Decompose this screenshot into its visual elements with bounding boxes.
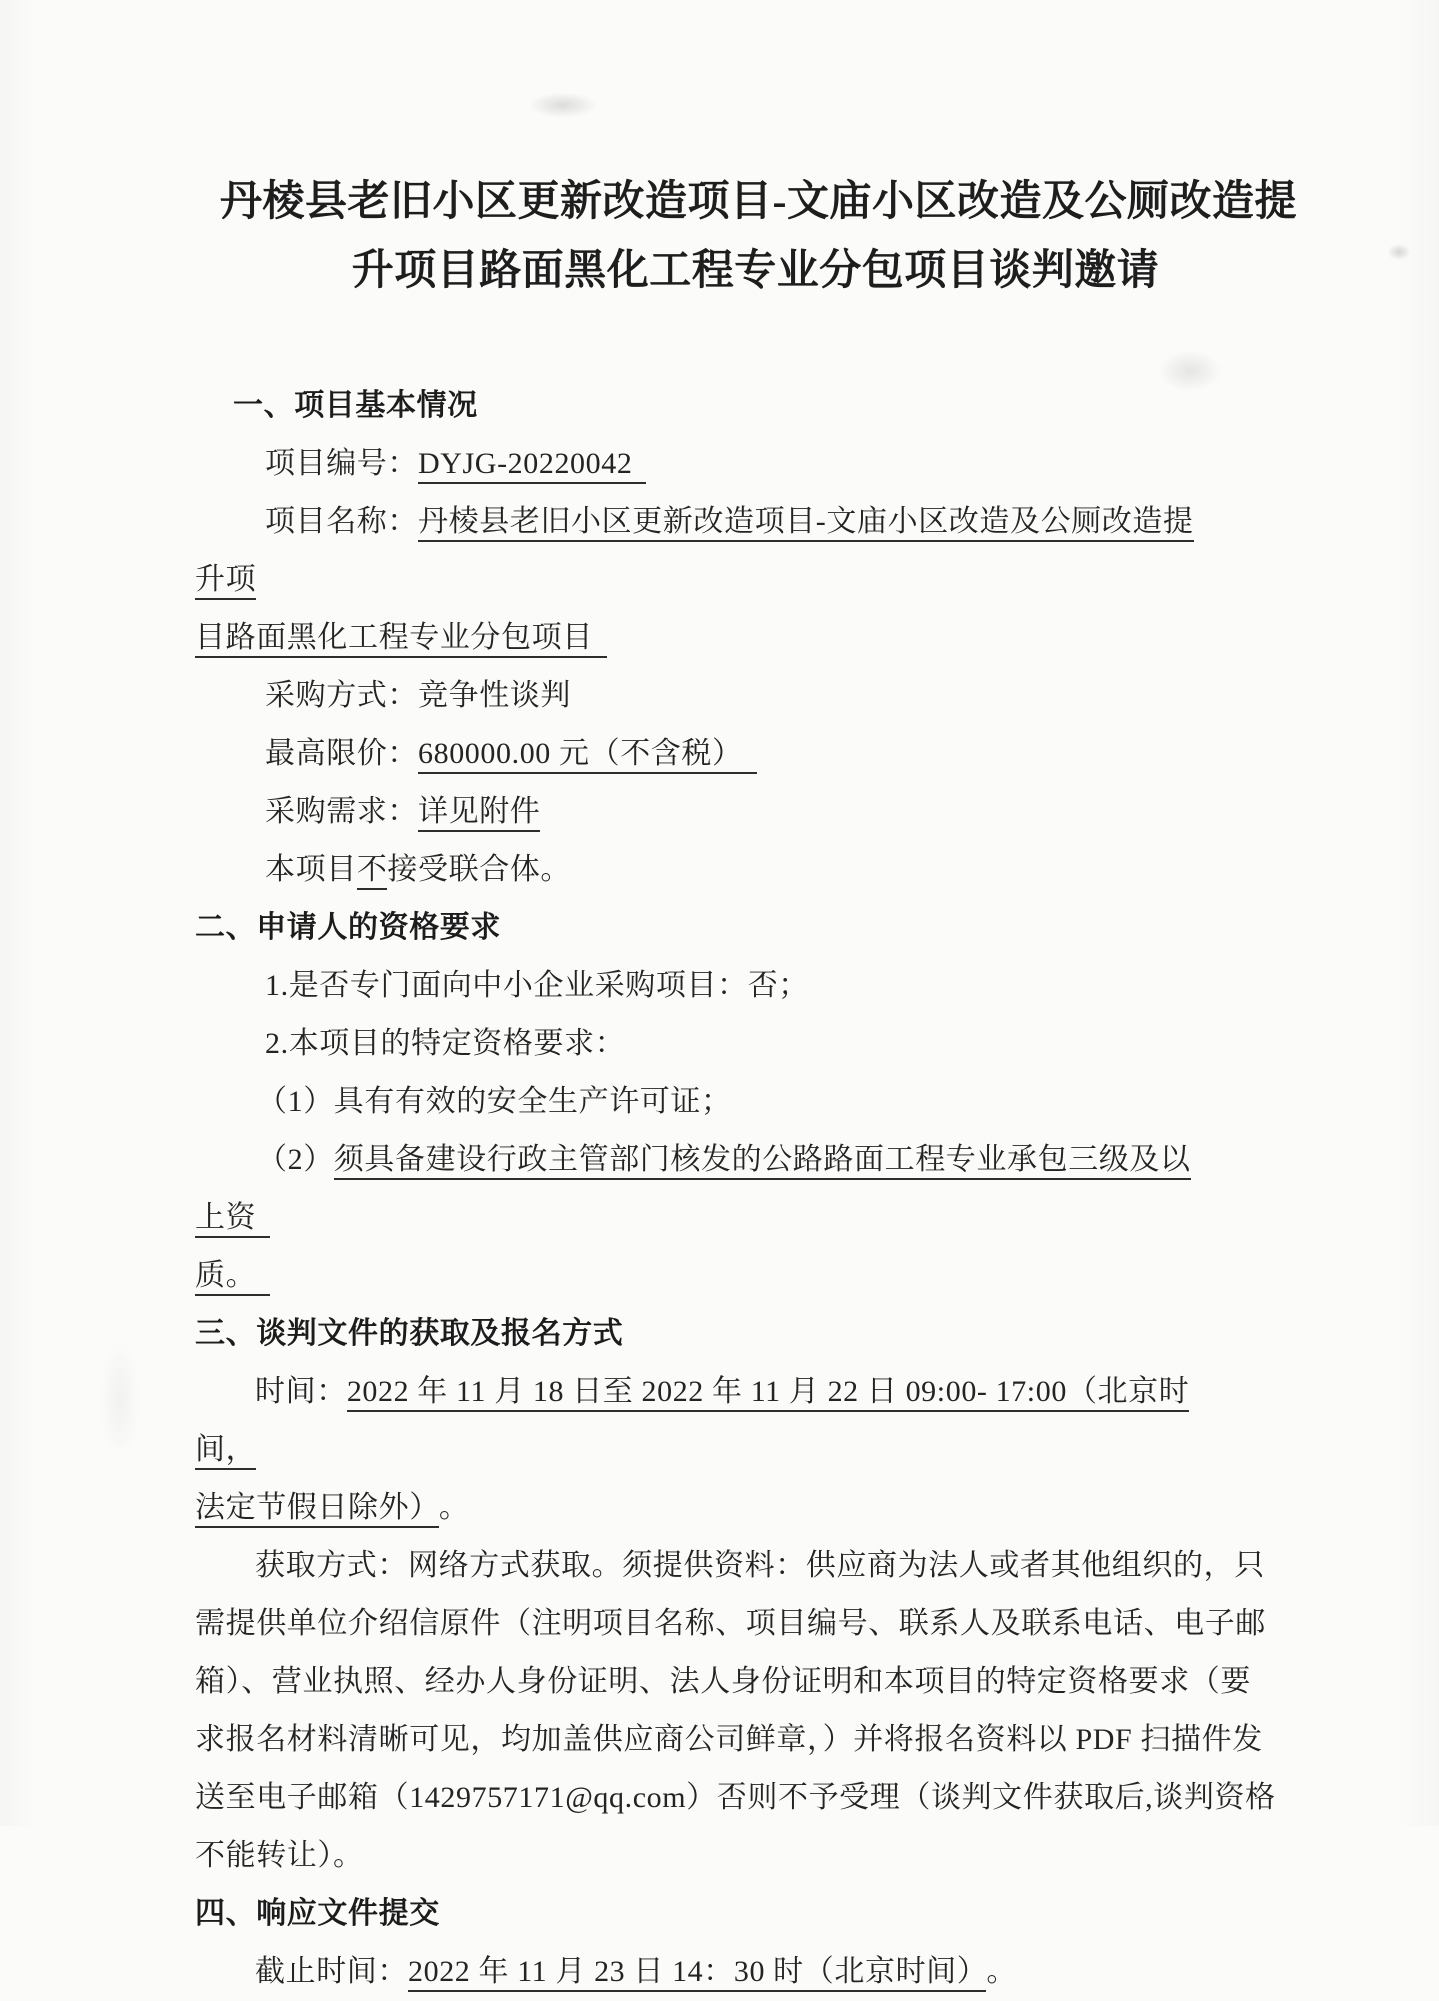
procurement-method-row bbox=[195, 667, 1213, 725]
procurement-method-label: 采购方式： bbox=[265, 679, 418, 712]
section1-heading: 一、项目基本情况 bbox=[233, 389, 478, 422]
acquire-time-suffix: 。 bbox=[438, 1491, 470, 1524]
section3-heading: 三、谈判文件的获取及报名方式 bbox=[195, 1317, 624, 1350]
price-limit-row bbox=[195, 725, 1213, 783]
price-limit-value: 680000.00 元（不含税） bbox=[418, 737, 757, 774]
project-number-label: 项目编号： bbox=[265, 447, 418, 480]
acquire-method-line5: 送至电子邮箱（1429757171@qq.com）否则不予受理（谈判文件获取后,谈判资格 bbox=[195, 1781, 1276, 1814]
qualification-item2-sub2-line2: 质。 bbox=[195, 1259, 270, 1296]
scan-smudge bbox=[1388, 244, 1410, 260]
document-title-line1: 丹棱县老旧小区更新改造项目-文庙小区改造及公厕改造提 bbox=[220, 179, 1297, 225]
deadline-value: 2022 年 11 月 23 日 14：30 时（北京时间） bbox=[408, 1955, 986, 1992]
document-title bbox=[220, 168, 1297, 306]
consortium-text-pre: 本项目 bbox=[265, 853, 357, 886]
acquire-method-line6: 不能转让）。 bbox=[195, 1839, 364, 1872]
procurement-method-value: 竞争性谈判 bbox=[418, 679, 571, 712]
project-name-value-line2: 目路面黑化工程专业分包项目 bbox=[195, 621, 607, 658]
qualification-item2-sub2-line1: 须具备建设行政主管部门核发的公路路面工程专业承包三级及以上资 bbox=[195, 1143, 1191, 1238]
acquire-time-value-line1: 2022 年 11 月 18 日至 2022 年 11 月 22 日 09:00- 17:00（北京时间， bbox=[195, 1375, 1189, 1470]
acquire-time-value-line2: 法定节假日除外） bbox=[195, 1491, 439, 1528]
deadline-label: 截止时间： bbox=[255, 1955, 408, 1988]
deadline-suffix: 。 bbox=[986, 1955, 1017, 1988]
consortium-text-post: 接受联合体。 bbox=[387, 853, 572, 886]
qualification-item2-sub1: （1）具有有效的安全生产许可证； bbox=[257, 1085, 732, 1118]
procurement-demand-row bbox=[195, 783, 1213, 841]
procurement-demand-label: 采购需求： bbox=[265, 795, 418, 828]
section2-heading: 二、申请人的资格要求 bbox=[195, 911, 501, 944]
section4-heading: 四、响应文件提交 bbox=[195, 1897, 440, 1930]
qualification-item1: 1.是否专门面向中小企业采购项目：否； bbox=[265, 969, 809, 1002]
acquire-method-line4: 求报名材料清晰可见，均加盖供应商公司鲜章，）并将报名资料以 PDF 扫描件发 bbox=[195, 1723, 1263, 1756]
procurement-demand-value: 详见附件 bbox=[418, 795, 540, 832]
scan-smudge bbox=[100, 1340, 140, 1460]
acquire-method-line1: 获取方式：网络方式获取。须提供资料：供应商为法人或者其他组织的，只 bbox=[255, 1549, 1265, 1582]
scan-smudge bbox=[528, 92, 598, 118]
consortium-text-underlined: 不 bbox=[357, 853, 388, 890]
qualification-item2: 2.本项目的特定资格要求： bbox=[265, 1027, 626, 1060]
qualification-item2-sub2 bbox=[195, 1131, 1213, 1305]
acquire-time-row bbox=[195, 1363, 1213, 1537]
acquire-method-line3: 箱）、营业执照、经办人身份证明、法人身份证明和本项目的特定资格要求（要 bbox=[195, 1665, 1251, 1698]
qualification-item2-sub2-label: （2） bbox=[257, 1143, 334, 1176]
consortium-row bbox=[195, 841, 1213, 899]
acquire-time-label: 时间： bbox=[255, 1375, 347, 1408]
document-title-line2: 升项目路面黑化工程专业分包项目谈判邀请 bbox=[351, 248, 1160, 294]
document-body bbox=[195, 377, 1276, 2001]
acquire-method-line2: 需提供单位介绍信原件（注明项目名称、项目编号、联系人及联系电话、电子邮 bbox=[195, 1607, 1266, 1640]
project-name-value-line1: 丹棱县老旧小区更新改造项目-文庙小区改造及公厕改造提升项 bbox=[195, 505, 1194, 600]
project-number-value: DYJG-20220042 bbox=[418, 447, 646, 484]
project-number-row bbox=[195, 435, 1213, 493]
deadline-row bbox=[195, 1943, 1213, 2001]
price-limit-label: 最高限价： bbox=[265, 737, 418, 770]
project-name-label: 项目名称： bbox=[265, 505, 418, 538]
project-name-row bbox=[195, 493, 1213, 667]
